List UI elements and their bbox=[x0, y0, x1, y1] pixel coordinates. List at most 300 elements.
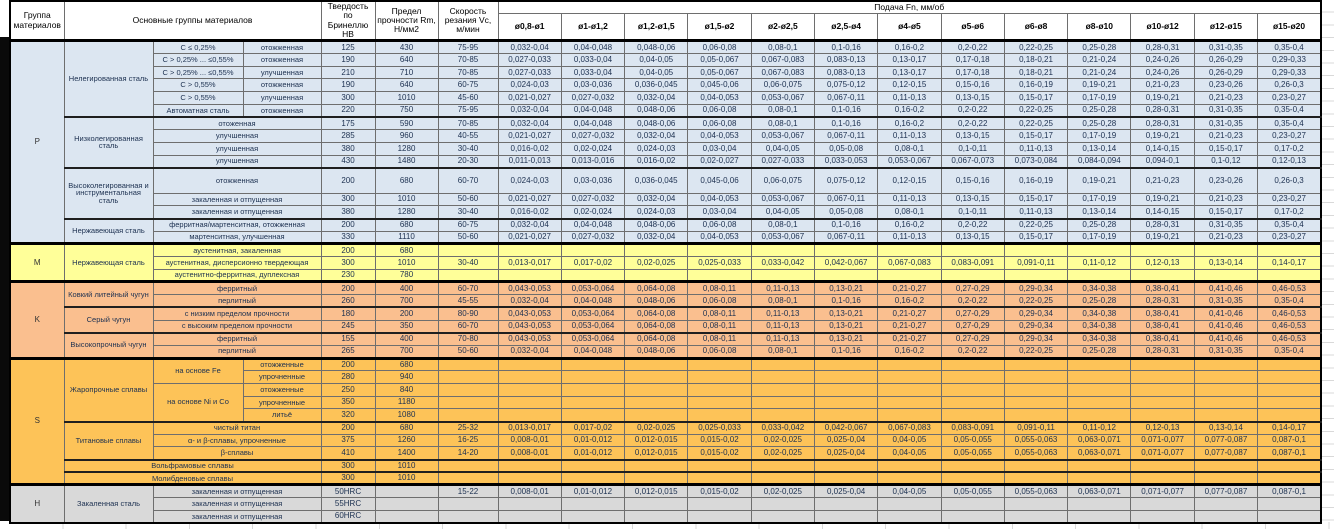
feed-value-cell[interactable]: 0,11-0,13 bbox=[878, 130, 941, 143]
cutting-speed-cell[interactable] bbox=[438, 269, 498, 282]
feed-value-cell[interactable]: 0,02-0,025 bbox=[751, 434, 814, 447]
feed-value-cell[interactable]: 0,042-0,067 bbox=[814, 422, 877, 435]
feed-value-cell[interactable]: 0,04-0,053 bbox=[688, 130, 751, 143]
feed-value-cell[interactable]: 0,15-0,16 bbox=[941, 79, 1004, 92]
header-strength[interactable]: Предел прочности Rm, Н/мм2 bbox=[375, 1, 438, 41]
material-state-cell[interactable]: закаленная и отпущенная bbox=[153, 485, 321, 498]
feed-value-cell[interactable] bbox=[941, 383, 1004, 396]
feed-value-cell[interactable] bbox=[1194, 396, 1257, 409]
hardness-cell[interactable]: 260 bbox=[321, 295, 375, 308]
hardness-cell[interactable]: 430 bbox=[321, 155, 375, 168]
feed-value-cell[interactable] bbox=[751, 460, 814, 473]
feed-value-cell[interactable]: 0,19-0,21 bbox=[1131, 92, 1194, 105]
feed-value-cell[interactable]: 0,19-0,21 bbox=[1131, 193, 1194, 206]
strength-cell[interactable]: 1480 bbox=[375, 155, 438, 168]
feed-value-cell[interactable]: 0,08-0,11 bbox=[688, 307, 751, 320]
feed-value-cell[interactable] bbox=[1004, 510, 1067, 523]
feed-value-cell[interactable]: 0,17-0,18 bbox=[941, 66, 1004, 79]
feed-value-cell[interactable]: 0,064-0,08 bbox=[625, 333, 688, 346]
feed-value-cell[interactable]: 0,01-0,012 bbox=[561, 434, 624, 447]
feed-value-cell[interactable]: 0,048-0,06 bbox=[625, 41, 688, 54]
feed-value-cell[interactable] bbox=[1194, 510, 1257, 523]
feed-value-cell[interactable] bbox=[561, 460, 624, 473]
feed-value-cell[interactable] bbox=[1068, 383, 1131, 396]
feed-value-cell[interactable]: 0,34-0,38 bbox=[1068, 320, 1131, 333]
feed-value-cell[interactable] bbox=[561, 409, 624, 422]
feed-value-cell[interactable]: 0,13-0,14 bbox=[1068, 206, 1131, 219]
cutting-speed-cell[interactable]: 60-75 bbox=[438, 219, 498, 232]
feed-value-cell[interactable] bbox=[1258, 244, 1321, 257]
feed-value-cell[interactable]: 0,033-0,04 bbox=[561, 54, 624, 67]
feed-value-cell[interactable]: 0,067-0,11 bbox=[814, 92, 877, 105]
feed-value-cell[interactable]: 0,013-0,016 bbox=[561, 155, 624, 168]
feed-value-cell[interactable]: 0,067-0,11 bbox=[814, 130, 877, 143]
feed-value-cell[interactable]: 0,21-0,23 bbox=[1194, 193, 1257, 206]
cutting-speed-cell[interactable] bbox=[438, 244, 498, 257]
feed-value-cell[interactable]: 0,067-0,083 bbox=[751, 66, 814, 79]
feed-value-cell[interactable]: 0,2-0,22 bbox=[941, 219, 1004, 232]
feed-value-cell[interactable] bbox=[1194, 472, 1257, 485]
feed-value-cell[interactable]: 0,01-0,012 bbox=[561, 485, 624, 498]
feed-value-cell[interactable]: 0,16-0,2 bbox=[878, 117, 941, 130]
feed-value-cell[interactable]: 0,036-0,045 bbox=[625, 79, 688, 92]
feed-value-cell[interactable] bbox=[814, 358, 877, 371]
feed-value-cell[interactable] bbox=[751, 396, 814, 409]
cutting-speed-cell[interactable]: 20-30 bbox=[438, 155, 498, 168]
feed-value-cell[interactable] bbox=[498, 358, 561, 371]
strength-cell[interactable]: 1400 bbox=[375, 447, 438, 460]
feed-value-cell[interactable]: 0,04-0,05 bbox=[751, 142, 814, 155]
feed-value-cell[interactable] bbox=[814, 510, 877, 523]
feed-value-cell[interactable]: 0,31-0,35 bbox=[1194, 41, 1257, 54]
feed-value-cell[interactable] bbox=[1194, 371, 1257, 384]
feed-value-cell[interactable] bbox=[1131, 409, 1194, 422]
feed-value-cell[interactable] bbox=[625, 472, 688, 485]
feed-value-cell[interactable]: 0,067-0,083 bbox=[751, 54, 814, 67]
feed-value-cell[interactable]: 0,26-0,29 bbox=[1194, 54, 1257, 67]
feed-value-cell[interactable]: 0,18-0,21 bbox=[1004, 54, 1067, 67]
feed-value-cell[interactable]: 0,23-0,26 bbox=[1194, 168, 1257, 193]
feed-value-cell[interactable]: 0,35-0,4 bbox=[1258, 219, 1321, 232]
feed-value-cell[interactable]: 0,35-0,4 bbox=[1258, 41, 1321, 54]
feed-value-cell[interactable]: 0,15-0,17 bbox=[1004, 231, 1067, 244]
feed-value-cell[interactable]: 0,027-0,032 bbox=[561, 92, 624, 105]
feed-value-cell[interactable]: 0,19-0,21 bbox=[1131, 231, 1194, 244]
feed-value-cell[interactable]: 0,21-0,23 bbox=[1131, 79, 1194, 92]
feed-value-cell[interactable] bbox=[814, 396, 877, 409]
hardness-cell[interactable]: 155 bbox=[321, 333, 375, 346]
feed-value-cell[interactable]: 0,15-0,17 bbox=[1004, 92, 1067, 105]
feed-value-cell[interactable] bbox=[878, 409, 941, 422]
material-state-cell[interactable]: с низким пределом прочности bbox=[153, 307, 321, 320]
feed-value-cell[interactable]: 0,28-0,31 bbox=[1131, 219, 1194, 232]
feed-value-cell[interactable] bbox=[941, 244, 1004, 257]
material-state-cell[interactable]: улучшенная bbox=[153, 130, 321, 143]
cutting-speed-cell[interactable]: 60-70 bbox=[438, 282, 498, 295]
material-state-cell[interactable]: закаленная и отпущенная bbox=[153, 510, 321, 523]
feed-value-cell[interactable]: 0,045-0,06 bbox=[688, 168, 751, 193]
feed-value-cell[interactable]: 0,13-0,21 bbox=[814, 282, 877, 295]
feed-value-cell[interactable]: 0,055-0,063 bbox=[1004, 447, 1067, 460]
strength-cell[interactable]: 1010 bbox=[375, 472, 438, 485]
material-variant-cell[interactable]: на основе Fe bbox=[153, 358, 243, 383]
feed-value-cell[interactable]: 0,18-0,21 bbox=[1004, 66, 1067, 79]
feed-value-cell[interactable] bbox=[498, 510, 561, 523]
feed-value-cell[interactable]: 0,16-0,2 bbox=[878, 104, 941, 117]
feed-value-cell[interactable]: 0,06-0,075 bbox=[751, 79, 814, 92]
feed-value-cell[interactable]: 0,053-0,067 bbox=[751, 231, 814, 244]
feed-value-cell[interactable] bbox=[625, 498, 688, 511]
hardness-cell[interactable]: 300 bbox=[321, 257, 375, 270]
material-state-cell[interactable]: улучшенная bbox=[243, 92, 321, 105]
feed-value-cell[interactable]: 0,04-0,053 bbox=[688, 231, 751, 244]
feed-value-cell[interactable]: 0,06-0,08 bbox=[688, 104, 751, 117]
feed-value-cell[interactable]: 0,05-0,067 bbox=[688, 66, 751, 79]
feed-value-cell[interactable]: 0,29-0,34 bbox=[1004, 320, 1067, 333]
feed-value-cell[interactable]: 0,03-0,04 bbox=[688, 142, 751, 155]
feed-value-cell[interactable]: 0,26-0,29 bbox=[1194, 66, 1257, 79]
feed-value-cell[interactable] bbox=[498, 498, 561, 511]
feed-value-cell[interactable]: 0,043-0,053 bbox=[498, 333, 561, 346]
feed-value-cell[interactable]: 0,05-0,055 bbox=[941, 434, 1004, 447]
feed-value-cell[interactable]: 0,032-0,04 bbox=[625, 130, 688, 143]
feed-value-cell[interactable]: 0,38-0,41 bbox=[1131, 307, 1194, 320]
hardness-cell[interactable]: 60HRC bbox=[321, 510, 375, 523]
feed-value-cell[interactable]: 0,067-0,073 bbox=[941, 155, 1004, 168]
feed-value-cell[interactable]: 0,1-0,11 bbox=[941, 142, 1004, 155]
cutting-speed-cell[interactable]: 15-22 bbox=[438, 485, 498, 498]
feed-value-cell[interactable]: 0,025-0,033 bbox=[688, 257, 751, 270]
strength-cell[interactable]: 400 bbox=[375, 282, 438, 295]
feed-value-cell[interactable] bbox=[941, 269, 1004, 282]
material-state-cell[interactable]: ферритный bbox=[153, 282, 321, 295]
feed-value-cell[interactable]: 0,087-0,1 bbox=[1258, 485, 1321, 498]
hardness-cell[interactable]: 300 bbox=[321, 92, 375, 105]
feed-value-cell[interactable]: 0,23-0,27 bbox=[1258, 130, 1321, 143]
feed-value-cell[interactable]: 0,015-0,02 bbox=[688, 447, 751, 460]
material-state-cell[interactable]: улучшенная bbox=[243, 66, 321, 79]
feed-value-cell[interactable]: 0,08-0,1 bbox=[878, 142, 941, 155]
feed-value-cell[interactable]: 0,1-0,11 bbox=[941, 206, 1004, 219]
feed-value-cell[interactable]: 0,38-0,41 bbox=[1131, 320, 1194, 333]
feed-value-cell[interactable]: 0,35-0,4 bbox=[1258, 117, 1321, 130]
feed-value-cell[interactable]: 0,11-0,12 bbox=[1068, 257, 1131, 270]
feed-value-cell[interactable]: 0,027-0,032 bbox=[561, 130, 624, 143]
feed-value-cell[interactable] bbox=[498, 396, 561, 409]
feed-value-cell[interactable]: 0,084-0,094 bbox=[1068, 155, 1131, 168]
feed-value-cell[interactable]: 0,016-0,02 bbox=[498, 206, 561, 219]
strength-cell[interactable]: 840 bbox=[375, 383, 438, 396]
feed-value-cell[interactable]: 0,17-0,19 bbox=[1068, 193, 1131, 206]
feed-value-cell[interactable] bbox=[1258, 510, 1321, 523]
feed-value-cell[interactable] bbox=[625, 460, 688, 473]
cutting-speed-cell[interactable]: 45-55 bbox=[438, 295, 498, 308]
hardness-cell[interactable]: 350 bbox=[321, 396, 375, 409]
feed-value-cell[interactable]: 0,091-0,11 bbox=[1004, 422, 1067, 435]
cutting-speed-cell[interactable]: 50-60 bbox=[438, 193, 498, 206]
feed-value-cell[interactable] bbox=[561, 358, 624, 371]
feed-value-cell[interactable] bbox=[751, 383, 814, 396]
feed-value-cell[interactable]: 0,02-0,024 bbox=[561, 142, 624, 155]
feed-value-cell[interactable]: 0,27-0,29 bbox=[941, 307, 1004, 320]
feed-value-cell[interactable]: 0,071-0,077 bbox=[1131, 485, 1194, 498]
feed-value-cell[interactable] bbox=[814, 244, 877, 257]
hardness-cell[interactable]: 375 bbox=[321, 434, 375, 447]
feed-value-cell[interactable] bbox=[561, 244, 624, 257]
hardness-cell[interactable]: 250 bbox=[321, 383, 375, 396]
feed-value-cell[interactable]: 0,17-0,18 bbox=[941, 54, 1004, 67]
feed-value-cell[interactable]: 0,02-0,027 bbox=[688, 155, 751, 168]
feed-value-cell[interactable] bbox=[1004, 498, 1067, 511]
feed-value-cell[interactable]: 0,14-0,15 bbox=[1131, 142, 1194, 155]
material-state-cell[interactable]: мартенситная, улучшенная bbox=[153, 231, 321, 244]
feed-value-cell[interactable] bbox=[1258, 498, 1321, 511]
feed-value-cell[interactable] bbox=[1194, 409, 1257, 422]
material-variant-cell[interactable]: на основе Ni и Co bbox=[153, 383, 243, 421]
feed-value-cell[interactable] bbox=[814, 460, 877, 473]
feed-value-cell[interactable]: 0,11-0,13 bbox=[878, 231, 941, 244]
feed-value-cell[interactable] bbox=[751, 472, 814, 485]
strength-cell[interactable]: 1180 bbox=[375, 396, 438, 409]
feed-value-cell[interactable]: 0,024-0,03 bbox=[498, 168, 561, 193]
material-state-cell[interactable]: перлитный bbox=[153, 295, 321, 308]
feed-value-cell[interactable] bbox=[941, 371, 1004, 384]
feed-value-cell[interactable] bbox=[1004, 358, 1067, 371]
subgroup-name-cell[interactable]: Серый чугун bbox=[64, 307, 153, 332]
material-state-cell[interactable]: отожженная bbox=[243, 104, 321, 117]
feed-value-cell[interactable] bbox=[688, 371, 751, 384]
feed-value-cell[interactable]: 0,27-0,29 bbox=[941, 333, 1004, 346]
cutting-speed-cell[interactable] bbox=[438, 371, 498, 384]
feed-value-cell[interactable] bbox=[1131, 358, 1194, 371]
feed-value-cell[interactable]: 0,06-0,08 bbox=[688, 345, 751, 358]
material-variant-cell[interactable]: Автоматная сталь bbox=[153, 104, 243, 117]
cutting-speed-cell[interactable]: 25-32 bbox=[438, 422, 498, 435]
feed-value-cell[interactable]: 0,21-0,23 bbox=[1194, 92, 1257, 105]
feed-value-cell[interactable]: 0,087-0,1 bbox=[1258, 447, 1321, 460]
feed-value-cell[interactable]: 0,071-0,077 bbox=[1131, 434, 1194, 447]
feed-value-cell[interactable]: 0,13-0,14 bbox=[1068, 142, 1131, 155]
feed-value-cell[interactable] bbox=[498, 269, 561, 282]
feed-value-cell[interactable]: 0,11-0,13 bbox=[751, 333, 814, 346]
feed-value-cell[interactable]: 0,043-0,053 bbox=[498, 320, 561, 333]
feed-value-cell[interactable]: 0,28-0,31 bbox=[1131, 41, 1194, 54]
hardness-cell[interactable]: 190 bbox=[321, 54, 375, 67]
feed-value-cell[interactable]: 0,017-0,02 bbox=[561, 422, 624, 435]
feed-value-cell[interactable]: 0,2-0,22 bbox=[941, 117, 1004, 130]
feed-value-cell[interactable]: 0,26-0,3 bbox=[1258, 168, 1321, 193]
feed-value-cell[interactable] bbox=[751, 510, 814, 523]
strength-cell[interactable]: 1080 bbox=[375, 409, 438, 422]
feed-value-cell[interactable]: 0,012-0,015 bbox=[625, 485, 688, 498]
feed-value-cell[interactable] bbox=[625, 409, 688, 422]
feed-value-cell[interactable]: 0,021-0,027 bbox=[498, 92, 561, 105]
feed-value-cell[interactable] bbox=[688, 244, 751, 257]
feed-value-cell[interactable]: 0,11-0,12 bbox=[1068, 422, 1131, 435]
feed-value-cell[interactable]: 0,053-0,064 bbox=[561, 307, 624, 320]
hardness-cell[interactable]: 200 bbox=[321, 219, 375, 232]
strength-cell[interactable]: 1110 bbox=[375, 231, 438, 244]
hardness-cell[interactable]: 280 bbox=[321, 371, 375, 384]
cutting-speed-cell[interactable]: 60-75 bbox=[438, 79, 498, 92]
group-code-cell[interactable]: P bbox=[10, 41, 64, 244]
feed-value-cell[interactable]: 0,055-0,063 bbox=[1004, 485, 1067, 498]
feed-value-cell[interactable]: 0,21-0,27 bbox=[878, 307, 941, 320]
feed-value-cell[interactable]: 0,17-0,19 bbox=[1068, 231, 1131, 244]
feed-value-cell[interactable] bbox=[941, 472, 1004, 485]
feed-value-cell[interactable] bbox=[688, 510, 751, 523]
subgroup-name-cell[interactable]: Вольфрамовые сплавы bbox=[64, 460, 321, 473]
feed-value-cell[interactable]: 0,1-0,16 bbox=[814, 295, 877, 308]
feed-value-cell[interactable]: 0,025-0,033 bbox=[688, 422, 751, 435]
hardness-cell[interactable]: 230 bbox=[321, 269, 375, 282]
material-state-cell[interactable]: литьё bbox=[243, 409, 321, 422]
feed-value-cell[interactable] bbox=[878, 510, 941, 523]
strength-cell[interactable]: 1010 bbox=[375, 460, 438, 473]
feed-value-cell[interactable]: 0,08-0,1 bbox=[751, 41, 814, 54]
feed-value-cell[interactable]: 0,13-0,15 bbox=[941, 193, 1004, 206]
feed-value-cell[interactable]: 0,016-0,02 bbox=[625, 155, 688, 168]
feed-value-cell[interactable]: 0,29-0,33 bbox=[1258, 66, 1321, 79]
hardness-cell[interactable]: 380 bbox=[321, 206, 375, 219]
feed-value-cell[interactable]: 0,04-0,05 bbox=[751, 206, 814, 219]
material-state-cell[interactable]: β-сплавы bbox=[153, 447, 321, 460]
feed-value-cell[interactable]: 0,032-0,04 bbox=[498, 41, 561, 54]
material-state-cell[interactable]: ферритный bbox=[153, 333, 321, 346]
feed-value-cell[interactable]: 0,12-0,13 bbox=[1258, 155, 1321, 168]
feed-value-cell[interactable]: 0,027-0,033 bbox=[751, 155, 814, 168]
feed-value-cell[interactable]: 0,15-0,17 bbox=[1004, 193, 1067, 206]
feed-value-cell[interactable]: 0,033-0,042 bbox=[751, 422, 814, 435]
feed-value-cell[interactable] bbox=[688, 358, 751, 371]
feed-value-cell[interactable]: 0,077-0,087 bbox=[1194, 447, 1257, 460]
material-state-cell[interactable]: упрочненные bbox=[243, 371, 321, 384]
group-code-cell[interactable]: H bbox=[10, 485, 64, 523]
feed-value-cell[interactable]: 0,16-0,2 bbox=[878, 345, 941, 358]
feed-value-cell[interactable]: 0,04-0,048 bbox=[561, 219, 624, 232]
feed-value-cell[interactable]: 0,23-0,26 bbox=[1194, 79, 1257, 92]
cutting-speed-cell[interactable]: 16-25 bbox=[438, 434, 498, 447]
subgroup-name-cell[interactable]: Нелегированная сталь bbox=[64, 41, 153, 117]
feed-value-cell[interactable]: 0,015-0,02 bbox=[688, 434, 751, 447]
feed-value-cell[interactable]: 0,31-0,35 bbox=[1194, 104, 1257, 117]
feed-value-cell[interactable]: 0,033-0,04 bbox=[561, 66, 624, 79]
feed-value-cell[interactable]: 0,048-0,06 bbox=[625, 345, 688, 358]
hardness-cell[interactable]: 50HRC bbox=[321, 485, 375, 498]
feed-value-cell[interactable]: 0,22-0,25 bbox=[1004, 295, 1067, 308]
strength-cell[interactable] bbox=[375, 510, 438, 523]
cutting-speed-cell[interactable]: 30-40 bbox=[438, 257, 498, 270]
feed-value-cell[interactable]: 0,13-0,14 bbox=[1194, 422, 1257, 435]
strength-cell[interactable]: 1010 bbox=[375, 257, 438, 270]
feed-value-cell[interactable]: 0,22-0,25 bbox=[1004, 219, 1067, 232]
feed-value-cell[interactable]: 0,053-0,067 bbox=[878, 155, 941, 168]
feed-value-cell[interactable]: 0,091-0,11 bbox=[1004, 257, 1067, 270]
material-state-cell[interactable]: отожженные bbox=[243, 383, 321, 396]
feed-value-cell[interactable]: 0,067-0,11 bbox=[814, 231, 877, 244]
feed-value-cell[interactable] bbox=[1131, 269, 1194, 282]
feed-value-cell[interactable]: 0,21-0,27 bbox=[878, 333, 941, 346]
feed-value-cell[interactable]: 0,067-0,11 bbox=[814, 193, 877, 206]
hardness-cell[interactable]: 125 bbox=[321, 41, 375, 54]
feed-value-cell[interactable]: 0,29-0,34 bbox=[1004, 307, 1067, 320]
subgroup-name-cell[interactable]: Высокопрочный чугун bbox=[64, 333, 153, 358]
header-feed-col[interactable]: ø6-ø8 bbox=[1004, 13, 1067, 41]
feed-value-cell[interactable]: 0,032-0,04 bbox=[625, 231, 688, 244]
material-state-cell[interactable]: упрочненные bbox=[243, 396, 321, 409]
subgroup-name-cell[interactable]: Нержавеющая сталь bbox=[64, 244, 153, 282]
feed-value-cell[interactable] bbox=[878, 472, 941, 485]
feed-value-cell[interactable] bbox=[498, 409, 561, 422]
header-feed-col[interactable]: ø15-ø20 bbox=[1258, 13, 1321, 41]
feed-value-cell[interactable]: 0,083-0,091 bbox=[941, 257, 1004, 270]
feed-value-cell[interactable] bbox=[1004, 269, 1067, 282]
feed-value-cell[interactable]: 0,067-0,083 bbox=[878, 422, 941, 435]
feed-value-cell[interactable]: 0,04-0,048 bbox=[561, 345, 624, 358]
feed-value-cell[interactable] bbox=[1258, 371, 1321, 384]
strength-cell[interactable]: 750 bbox=[375, 104, 438, 117]
group-code-cell[interactable]: S bbox=[10, 358, 64, 485]
feed-value-cell[interactable]: 0,19-0,21 bbox=[1131, 130, 1194, 143]
feed-value-cell[interactable]: 0,2-0,22 bbox=[941, 104, 1004, 117]
cutting-speed-cell[interactable]: 80-90 bbox=[438, 307, 498, 320]
feed-value-cell[interactable]: 0,053-0,067 bbox=[751, 92, 814, 105]
feed-value-cell[interactable]: 0,31-0,35 bbox=[1194, 219, 1257, 232]
feed-value-cell[interactable] bbox=[878, 244, 941, 257]
feed-value-cell[interactable] bbox=[751, 244, 814, 257]
feed-value-cell[interactable]: 0,23-0,27 bbox=[1258, 231, 1321, 244]
feed-value-cell[interactable]: 0,032-0,04 bbox=[498, 219, 561, 232]
material-state-cell[interactable]: отожженная bbox=[243, 79, 321, 92]
feed-value-cell[interactable]: 0,19-0,21 bbox=[1068, 168, 1131, 193]
feed-value-cell[interactable] bbox=[941, 358, 1004, 371]
feed-value-cell[interactable]: 0,048-0,06 bbox=[625, 295, 688, 308]
feed-value-cell[interactable] bbox=[1004, 472, 1067, 485]
feed-value-cell[interactable]: 0,14-0,17 bbox=[1258, 422, 1321, 435]
group-code-cell[interactable]: M bbox=[10, 244, 64, 282]
feed-value-cell[interactable]: 0,094-0,1 bbox=[1131, 155, 1194, 168]
cutting-speed-cell[interactable]: 40-55 bbox=[438, 130, 498, 143]
hardness-cell[interactable]: 300 bbox=[321, 460, 375, 473]
feed-value-cell[interactable]: 0,13-0,14 bbox=[1194, 257, 1257, 270]
feed-value-cell[interactable]: 0,06-0,08 bbox=[688, 219, 751, 232]
feed-value-cell[interactable]: 0,22-0,25 bbox=[1004, 104, 1067, 117]
feed-value-cell[interactable]: 0,2-0,22 bbox=[941, 41, 1004, 54]
feed-value-cell[interactable]: 0,22-0,25 bbox=[1004, 117, 1067, 130]
feed-value-cell[interactable] bbox=[688, 472, 751, 485]
feed-value-cell[interactable]: 0,25-0,28 bbox=[1068, 41, 1131, 54]
feed-value-cell[interactable]: 0,08-0,11 bbox=[688, 282, 751, 295]
material-state-cell[interactable]: улучшенная bbox=[153, 155, 321, 168]
header-cutting-speed[interactable]: Скорость резания Vc, м/мин bbox=[438, 1, 498, 41]
feed-value-cell[interactable]: 0,04-0,05 bbox=[878, 447, 941, 460]
feed-value-cell[interactable]: 0,063-0,071 bbox=[1068, 447, 1131, 460]
feed-value-cell[interactable]: 0,04-0,053 bbox=[688, 92, 751, 105]
feed-value-cell[interactable]: 0,064-0,08 bbox=[625, 282, 688, 295]
feed-value-cell[interactable] bbox=[688, 269, 751, 282]
feed-value-cell[interactable] bbox=[941, 396, 1004, 409]
material-state-cell[interactable]: отожженная bbox=[153, 168, 321, 193]
feed-value-cell[interactable] bbox=[498, 244, 561, 257]
header-feed-col[interactable]: ø1,2-ø1,5 bbox=[625, 13, 688, 41]
header-feed-col[interactable]: ø1-ø1,2 bbox=[561, 13, 624, 41]
feed-value-cell[interactable]: 0,01-0,012 bbox=[561, 447, 624, 460]
material-state-cell[interactable]: аустенитно-ферритная, дуплексная bbox=[153, 269, 321, 282]
feed-value-cell[interactable]: 0,04-0,048 bbox=[561, 41, 624, 54]
feed-value-cell[interactable]: 0,08-0,1 bbox=[751, 345, 814, 358]
feed-value-cell[interactable]: 0,024-0,03 bbox=[625, 206, 688, 219]
feed-value-cell[interactable]: 0,15-0,17 bbox=[1004, 130, 1067, 143]
